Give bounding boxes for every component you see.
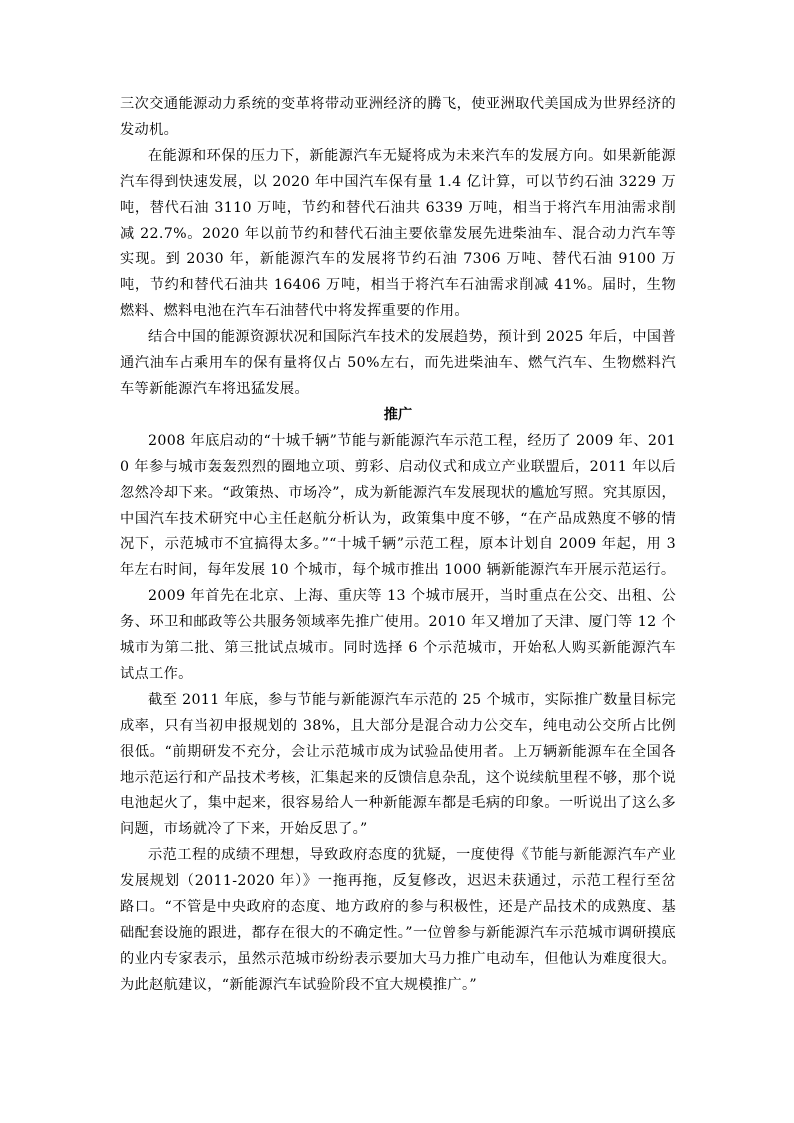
paragraph-pilot-cities-2009: 2009 年首先在北京、上海、重庆等 13 个城市展开，当时重点在公交、出租、公务、环卫和邮政等公共服务领域率先推广使用。2010 年又增加了天津、厦门等 12 个城市为第二批、第三批试点城市。同时选择 6 个示范城市，开始私人购买新能源汽车试点工作。 [120,588,676,682]
paragraph-policy-uncertainty: 示范工程的成绩不理想，导致政府态度的犹疑，一度使得《节能与新能源汽车产业发展规划（2011-2020 年）》一拖再拖，反复修改，迟迟未获通过，示范工程行至岔路口。“不管是中央政府的态度、地方政府的参与积极性，还是产品技术的成熟度、基础配套设施的跟进，都存在很大的不确定性。”一位曾参与新能源汽车示范城市调研摸底的业内专家表示，虽然示范城市纷纷表示要加大马力推广电动车，但他认为难度很大。为此赵航建议，“新能源汽车试验阶段不宜大规模推广。” [120,847,676,993]
paragraph-ten-cities-program: 2008 年底启动的“十城千辆”节能与新能源汽车示范工程，经历了 2009 年、2010 年参与城市轰轰烈烈的圈地立项、剪彩、启动仪式和成立产业联盟后，2011 年以后忽然冷却下来。“政策热、市场冷”，成为新能源汽车发展现状的尴尬写照。究其原因，中国汽车技术研究中心主任赵航分析认为，政策集中度不够，“在产品成熟度不够的情况下，示范城市不宜搞得太多。”“十城千辆”示范工程，原本计划自 2009 年起，用 3 年左右时间，每年发展 10 个城市，每个城市推出 1000 辆新能源汽车开展示范运行。 [120,432,676,579]
document-page [120,92,676,999]
paragraph-energy-pressure: 在能源和环保的压力下，新能源汽车无疑将成为未来汽车的发展方向。如果新能源汽车得到快速发展，以 2020 年中国汽车保有量 1.4 亿计算，可以节约石油 3229 万吨，替代石油 3110 万吨，节约和替代石油共 6339 万吨，相当于将汽车用油需求削减 22.7%。2020 年以前节约和替代石油主要依靠发展先进柴油车、混合动力汽车等实现。到 2030 年，新能源汽车的发展将节约石油 7306 万吨、替代石油 9100 万吨，节约和替代石油共 16406 万吨，相当于将汽车石油需求削减 41%。届时，生物燃料、燃料电池在汽车石油替代中将发挥重要的作用。 [120,147,676,320]
paragraph-results-2011: 截至 2011 年底，参与节能与新能源汽车示范的 25 个城市，实际推广数量目标完成率，只有当初申报规划的 38%，且大部分是混合动力公交车，纯电动公交所占比例很低。“前期研发不充分，会让示范城市成为试验品使用者。上万辆新能源车在全国各地示范运行和产品技术考核，汇集起来的反馈信息杂乱，这个说续航里程不够，那个说电池起火了，集中起来，很容易给人一种新能源车都是毛病的印象。一听说出了这么多问题，市场就冷了下来，开始反思了。” [120,691,676,838]
paragraph-outlook-2025: 结合中国的能源资源状况和国际汽车技术的发展趋势，预计到 2025 年后，中国普通汽油车占乘用车的保有量将仅占 50%左右，而先进柴油车、燃气汽车、生物燃料汽车等新能源汽车将迅猛发展。 [120,329,676,397]
section-heading: 推广 [383,406,413,423]
paragraph-continuation: 三次交通能源动力系统的变革将带动亚洲经济的腾飞，使亚洲取代美国成为世界经济的发动机。 [120,96,676,138]
